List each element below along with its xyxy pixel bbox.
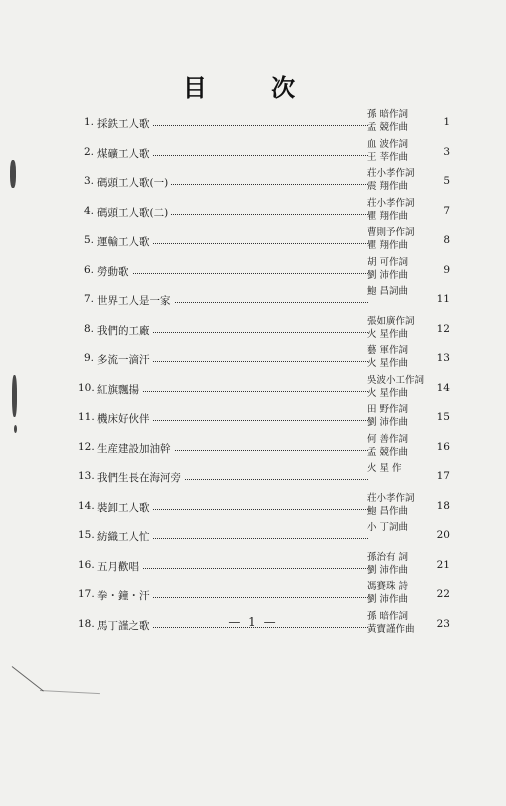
entry-number: 13.	[78, 470, 95, 482]
entry-page: 22	[436, 588, 450, 600]
entry-credits	[367, 197, 427, 223]
entry-credits	[367, 167, 427, 193]
entry-title: 我們的工廠	[97, 323, 153, 338]
entry-number: 7.	[83, 293, 94, 305]
credit-composer: 鮑 昌作曲	[367, 505, 409, 517]
entry-page: 21	[436, 558, 450, 571]
entry-credits	[367, 374, 427, 400]
credit-composer: 孟 競作曲	[367, 122, 409, 133]
credit-lyricist: 荘小孝作詞	[367, 168, 415, 179]
entry-number: 6.	[83, 263, 94, 276]
entry-credits	[367, 315, 427, 341]
entry-number: 15.	[78, 529, 95, 541]
entry-title: 碼頭工人歌(二)	[97, 205, 171, 220]
entry-title: 碼頭工人歌(一)	[97, 175, 171, 190]
entry-title: 馬丁謹之歌	[97, 618, 153, 633]
entry-title: 採鉄工人歌	[97, 116, 153, 131]
credit-lyricist: 田 野作詞	[367, 404, 409, 415]
entry-title: 紡織工人忙	[97, 529, 153, 544]
credit-lyricist: 鮑 昌詞曲	[367, 286, 409, 297]
toc-entry[interactable]	[78, 344, 450, 374]
page-number: — 1 —	[228, 615, 278, 629]
ink-spot	[10, 160, 16, 188]
entry-credits	[367, 492, 427, 518]
entry-number: 9.	[83, 352, 94, 364]
entry-page: 17	[436, 470, 450, 482]
credit-lyricist: 荘小孝作詞	[367, 492, 415, 504]
entry-page: 12	[436, 322, 450, 335]
entry-number: 2.	[83, 145, 94, 158]
entry-title: 生産建設加油幹	[97, 441, 174, 456]
toc-entry[interactable]	[78, 403, 450, 433]
toc-entry[interactable]	[78, 108, 450, 138]
entry-credits	[367, 256, 427, 282]
entry-credits	[367, 580, 427, 606]
entry-title: 拳・鐘・汗	[97, 588, 153, 603]
entry-number: 12.	[78, 440, 95, 453]
credit-composer: 火 星作曲	[367, 387, 409, 399]
entry-number: 1.	[83, 116, 94, 128]
dot-leader	[97, 273, 368, 274]
credit-lyricist: 馮賽珠 詩	[367, 581, 409, 592]
credit-composer: 瞿 翔作曲	[367, 240, 409, 251]
credit-lyricist: 孫治有 詞	[367, 551, 409, 563]
credit-composer: 劉 沛作曲	[367, 417, 409, 428]
entry-page: 23	[436, 617, 450, 630]
credit-lyricist: 胡 可作詞	[367, 256, 409, 268]
entry-page: 1	[443, 116, 450, 128]
toc-entry[interactable]	[78, 167, 450, 197]
toc-entry[interactable]	[78, 197, 450, 227]
toc-entry[interactable]	[78, 285, 450, 315]
entry-page: 15	[436, 411, 450, 423]
entry-page: 5	[443, 175, 450, 187]
toc-entry[interactable]	[78, 374, 450, 404]
credit-lyricist: 吳波小工作詞	[367, 374, 425, 386]
entry-number: 17.	[78, 588, 95, 600]
entry-number: 4.	[83, 204, 94, 217]
entry-credits	[367, 138, 427, 164]
entry-number: 8.	[83, 322, 94, 335]
entry-number: 14.	[78, 499, 95, 512]
toc-entry[interactable]	[78, 580, 450, 610]
entry-credits	[367, 108, 427, 134]
credit-lyricist: 孫 暗作詞	[367, 610, 409, 622]
entry-page: 18	[436, 499, 450, 512]
credit-composer: 火 星作曲	[367, 328, 409, 340]
entry-title: 煤礦工人歌	[97, 146, 153, 161]
entry-page: 3	[443, 145, 450, 158]
entry-credits	[367, 285, 427, 298]
entry-number: 18.	[78, 617, 95, 630]
entry-title: 機床好伙伴	[97, 411, 153, 426]
credit-composer: 震 翔作曲	[367, 181, 409, 192]
credit-lyricist: 張如廣作詞	[367, 315, 415, 327]
credit-composer: 王 莘作曲	[367, 151, 409, 163]
credit-lyricist: 火 星 作	[367, 463, 402, 474]
entry-credits	[367, 462, 427, 475]
entry-page: 11	[436, 293, 450, 305]
entry-number: 10.	[78, 381, 95, 394]
credit-composer: 黃寶謹作曲	[367, 623, 415, 635]
credit-lyricist: 藝 軍作詞	[367, 345, 409, 356]
ink-spot	[14, 425, 17, 433]
toc-entry[interactable]	[78, 138, 450, 168]
credit-lyricist: 孫 暗作詞	[367, 109, 409, 120]
credit-lyricist: 小 丁詞曲	[367, 522, 409, 533]
toc-entry[interactable]	[78, 551, 450, 581]
entry-credits	[367, 433, 427, 459]
toc-entry[interactable]	[78, 492, 450, 522]
toc-entry[interactable]	[78, 256, 450, 286]
entry-credits	[367, 403, 427, 429]
entry-title: 五月歡唱	[97, 559, 142, 574]
credit-composer: 孟 競作曲	[367, 446, 409, 458]
entry-number: 5.	[83, 234, 94, 246]
credit-composer: 劉 沛作曲	[367, 564, 409, 576]
entry-page: 13	[436, 352, 450, 364]
entry-credits	[367, 226, 427, 252]
entry-title: 運輸工人歌	[97, 234, 153, 249]
entry-number: 16.	[78, 558, 95, 571]
entry-title: 世界工人是一家	[97, 293, 174, 308]
entry-title: 我們生長在海河旁	[97, 470, 184, 485]
page-title: 目 次	[182, 74, 324, 102]
credit-lyricist: 荘小孝作詞	[367, 197, 415, 209]
entry-page: 7	[443, 204, 450, 217]
entry-page: 16	[436, 440, 450, 453]
entry-page: 14	[436, 381, 450, 394]
credit-composer: 劉 沛作曲	[367, 594, 409, 605]
ink-spot	[12, 375, 17, 417]
entry-title: 多流一滴汗	[97, 352, 153, 367]
entry-credits	[367, 344, 427, 370]
toc-entry[interactable]	[78, 462, 450, 492]
toc-entry[interactable]	[78, 433, 450, 463]
entry-page: 8	[443, 234, 450, 246]
pencil-mark	[12, 666, 44, 691]
entry-title: 裝卸工人歌	[97, 500, 153, 515]
entry-number: 11.	[78, 411, 95, 423]
credit-composer: 火 星作曲	[367, 358, 409, 369]
credit-lyricist: 何 善作詞	[367, 433, 409, 445]
entry-credits	[367, 521, 427, 534]
entry-title: 紅旗飄揚	[97, 382, 142, 397]
entry-number: 3.	[83, 175, 94, 187]
toc-entry[interactable]	[78, 315, 450, 345]
credit-lyricist: 曹則予作詞	[367, 227, 415, 238]
entry-page: 9	[443, 263, 450, 276]
credit-composer: 劉 沛作曲	[367, 269, 409, 281]
toc-entry[interactable]	[78, 521, 450, 551]
entry-page: 20	[436, 529, 450, 541]
pencil-mark	[40, 690, 100, 694]
credit-composer: 瞿 翔作曲	[367, 210, 409, 222]
entry-title: 勞動歌	[97, 264, 132, 279]
credit-lyricist: 血 波作詞	[367, 138, 409, 150]
entry-credits	[367, 551, 427, 577]
toc-entry[interactable]	[78, 226, 450, 256]
